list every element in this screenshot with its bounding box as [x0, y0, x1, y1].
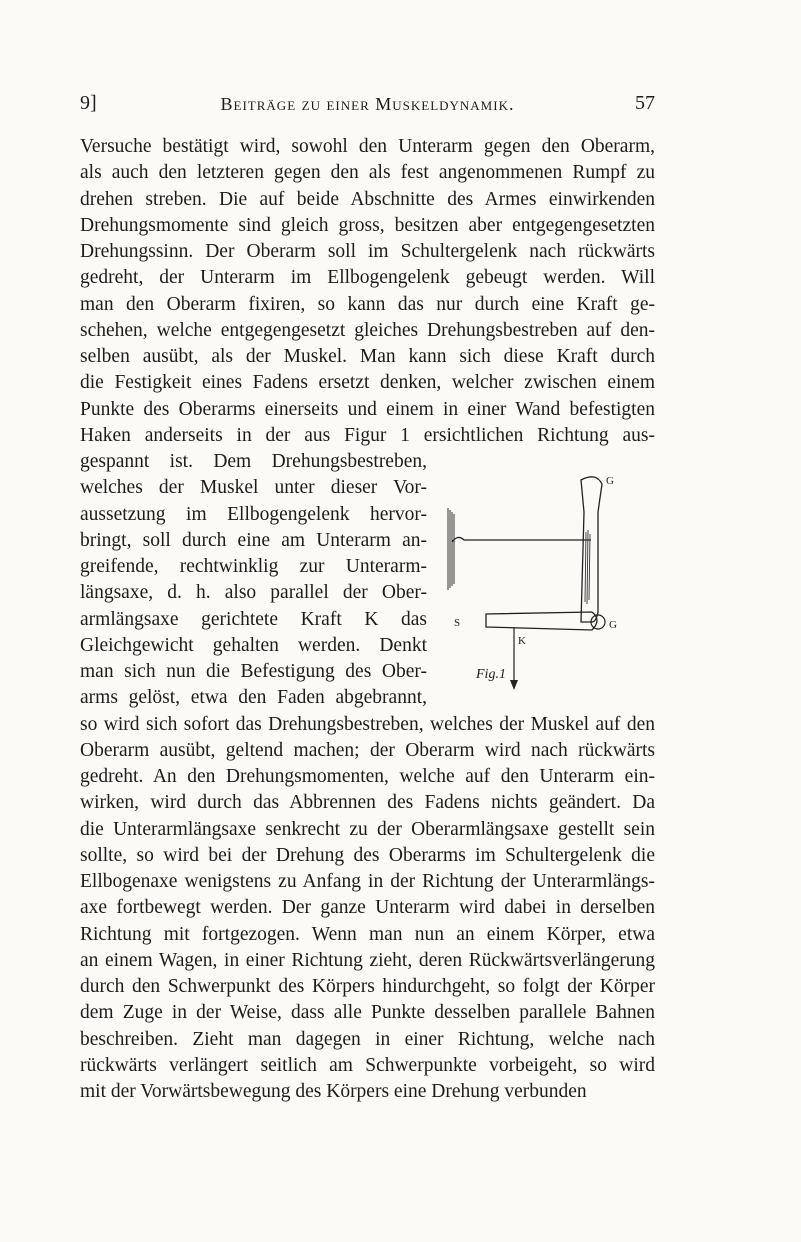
- text-line: greifende, rechtwinklig zur Unterarm-: [80, 556, 427, 577]
- text-line: wirken, wird durch das Abbrennen des Fadens nichts geändert. Da: [80, 792, 655, 814]
- label-s: S: [454, 617, 461, 629]
- text-line: drehen streben. Die auf beide Abschnitte des Armes einwirkenden: [80, 188, 655, 210]
- text-line: Drehungssinn. Der Oberarm soll im Schultergelenk nach rückwärts: [80, 241, 655, 262]
- text-line: rückwärts verlängert seitlich am Schwerpunkte vorbeigeht, so wird: [80, 1054, 655, 1076]
- text-line: mit der Vorwärtsbewegung des Körpers eine Drehung verbunden: [80, 1081, 587, 1102]
- text-line: beschreiben. Zieht man dagegen in einer Richtung, welche nach: [80, 1028, 655, 1050]
- text-line: Gleichgewicht gehalten werden. Denkt: [80, 634, 427, 656]
- text-line: selben ausübt, als der Muskel. Man kann sich diese Kraft durch: [80, 346, 655, 367]
- text-line: Ellbogenaxe wenigstens zu Anfang in der Richtung der Unterarmlängs-: [80, 871, 655, 892]
- text-line: bringt, soll durch eine am Unterarm an-: [80, 529, 427, 551]
- label-force-k: K: [518, 635, 526, 647]
- text-line: sollte, so wird bei der Drehung des Oberarms im Schultergelenk die: [80, 844, 655, 866]
- label-joint-top: G: [606, 475, 614, 487]
- text-line: Oberarm ausübt, geltend machen; der Oberarm wird nach rückwärts: [80, 739, 655, 761]
- page-number-right: 57: [635, 92, 655, 114]
- muscle-shading: [585, 530, 590, 604]
- text-line: gedreht, der Unterarm im Ellbogengelenk gebeugt werden. Will: [80, 267, 655, 289]
- text-line: die Festigkeit eines Fadens ersetzt denken, welcher zwischen einem: [80, 372, 655, 394]
- text-line: man den Oberarm fixiren, so kann das nur durch eine Kraft ge-: [80, 293, 655, 315]
- text-line: als auch den letzteren gegen den als fest angenommenen Rumpf zu: [80, 162, 655, 184]
- text-line: längsaxe, d. h. also parallel der Ober-: [80, 582, 427, 604]
- text-line: armlängsaxe gerichtete Kraft K das: [80, 608, 427, 630]
- running-title: Beiträge zu einer Muskeldynamik.: [220, 94, 515, 114]
- wall-hatching: [448, 508, 454, 590]
- text-line: dem Zuge in der Weise, dass alle Punkte desselben parallele Bahnen: [80, 1002, 655, 1024]
- text-line: axe fortbewegt werden. Der ganze Unterarm wird dabei in derselben: [80, 897, 655, 919]
- text-line: an einem Wagen, in einer Richtung zieht, deren Rückwärtsverlängerung: [80, 949, 655, 971]
- text-line: durch den Schwerpunkt des Körpers hindurchgeht, so folgt der Körper: [80, 976, 655, 997]
- label-joint-right: G: [609, 619, 617, 631]
- text-line: Versuche bestätigt wird, sowohl den Unterarm gegen den Oberarm,: [80, 136, 655, 157]
- text-line: welches der Muskel unter dieser Vor-: [80, 477, 427, 499]
- forearm: [486, 612, 597, 630]
- text-line: man sich nun die Befestigung des Ober-: [80, 661, 427, 682]
- arm-diagram: [446, 472, 616, 702]
- text-line: so wird sich sofort das Drehungsbestreben, welches der Muskel auf den: [80, 713, 655, 735]
- text-line: die Unterarmlängsaxe senkrecht zu der Oberarmlängsaxe gestellt sein: [80, 818, 655, 840]
- text-line: aussetzung im Ellbogengelenk hervor-: [80, 503, 427, 525]
- force-k-arrowhead: [510, 680, 518, 690]
- text-line: Haken anderseits in der aus Figur 1 ersichtlichen Richtung aus-: [80, 424, 655, 446]
- text-line: Punkte des Oberarms einerseits und einem in einer Wand befestigten: [80, 398, 655, 420]
- text-line: gedreht. An den Drehungsmomenten, welche auf den Unterarm ein-: [80, 766, 655, 787]
- text-line: schehen, welche entgegengesetzt gleiches Drehungsbestreben auf den-: [80, 319, 655, 341]
- text-line: gespannt ist. Dem Drehungsbestreben,: [80, 451, 427, 472]
- figure-1: [446, 472, 616, 702]
- figure-caption: Fig.1: [476, 667, 506, 682]
- running-header: [80, 92, 655, 122]
- upper-arm: [581, 477, 602, 622]
- page-number-left: 9]: [80, 92, 97, 114]
- text-line: arms gelöst, etwa den Faden abgebrannt,: [80, 687, 427, 709]
- text-line: Drehungsmomente sind gleich gross, besitzen aber entgegengesetzten: [80, 214, 655, 236]
- text-line: Richtung mit fortgezogen. Wenn man nun an einem Körper, etwa: [80, 923, 655, 945]
